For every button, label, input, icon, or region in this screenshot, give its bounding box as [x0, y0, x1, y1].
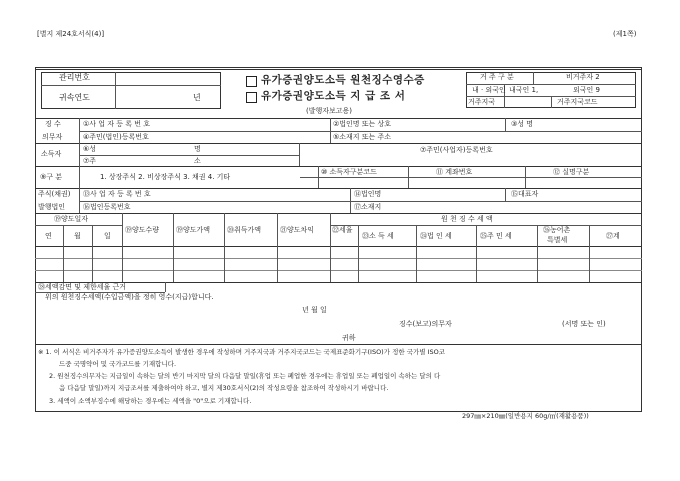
issuer-side-2: 발행법인: [38, 203, 66, 211]
withholding-header: 원 천 징 수 세 액: [441, 215, 493, 223]
exemption-label: ㉘세액감면 및 제한세율 근거: [38, 283, 127, 291]
withholder-side-2: 의무자: [42, 133, 63, 141]
cost-header: ⑳취득가액: [227, 226, 262, 234]
account-no-label: ⑪ 계좌번호: [436, 168, 473, 176]
income-code-label: ⑩ 소득자구분코드: [321, 168, 377, 176]
withholder-corp-name: ②법인명 또는 상호: [333, 120, 392, 128]
transfer-date-header: ⑲양도일자: [54, 215, 89, 223]
issuer-biz-no: ⑬사 업 자 등 록 번 호: [83, 190, 151, 198]
note-3: 3. 세액이 소액부징수에 해당하는 경우에는 세액을 "0"으로 기재합니다.: [49, 397, 252, 405]
form-id: [별지 제24호서식(4)]: [37, 30, 105, 38]
corp-tax-header: ㉔법 인 세: [420, 232, 452, 240]
resident-type-label: 거 주 구 분: [480, 73, 514, 81]
signer-label: 징수(보고)의무자: [399, 320, 452, 328]
issuer-representative: ⑮대표자: [511, 190, 539, 198]
gain-header: ㉑양도차익: [280, 226, 315, 234]
title-line-2: 유가증권양도소득 지 급 조 서: [261, 90, 406, 102]
paper-spec: 297㎜×210㎜(일반용지 60g/㎡(재활용품)): [462, 412, 589, 420]
month-header: 월: [74, 232, 81, 240]
receipt-date: 년 월 일: [302, 306, 327, 314]
rate-header: ㉒세율: [332, 226, 353, 234]
note-2b: 음 다음달 말일)까지 지급조서를 제출하여야 하고, 별지 제30호서식(2)의 작성요령을 참조하여 작성하시기 바랍니다.: [59, 384, 389, 392]
earner-reg-no: ⑦주민(사업자)등록번호: [420, 146, 493, 154]
earner-side: 소득자: [41, 150, 62, 158]
issuer-reg-no: ⑯법인등록번호: [83, 203, 131, 211]
issuer-corp-name: ⑭법인명: [354, 190, 382, 198]
farm-tax-header-2: 특별세: [547, 236, 568, 244]
earner-address-label-2: 소: [194, 157, 201, 165]
title-line-1: 유가증권양도소득 원천징수영수증: [261, 74, 425, 86]
manage-no-label: 관리번호: [59, 73, 90, 82]
earner-address-label: ⑦주: [83, 157, 97, 165]
title-sub: (발행자보고용): [306, 107, 353, 115]
signature-field[interactable]: (서명 또는 인): [562, 320, 606, 328]
issuer-side-1: 주식(채권): [38, 190, 71, 198]
domestic-foreign-label: 내 · 외국인: [472, 86, 506, 94]
year-header: 연: [45, 232, 52, 240]
note-2a: 2. 원천징수의무자는 지급일이 속하는 달의 반기 마지막 달의 다음달 말일(휴업 또는 폐업한 경우에는 휴업일 또는 폐업일이 속하는 달의 다: [49, 372, 441, 380]
category-options: 1. 상장주식 2. 비상장주식 3. 채권 4. 기타: [100, 173, 231, 181]
foreign-option: 외국인 9: [573, 86, 600, 94]
country-code-label: 거주지국코드: [557, 98, 598, 106]
title-checkbox-2[interactable]: [246, 92, 257, 103]
local-tax-header: ㉕주 민 세: [480, 232, 512, 240]
year-label: 귀속연도: [59, 93, 90, 102]
addressee-label: 귀하: [342, 334, 356, 342]
note-1a: ※ 1. 이 서식은 비거주자가 유가증권양도소득이 발생한 경우에 작성하며 거주지국과 거주지국코드는 국제표준화기구(ISO)가 정한 국가별 ISO코: [38, 348, 446, 356]
earner-name-label-2: 명: [194, 145, 201, 153]
year-unit: 년: [193, 93, 201, 102]
withholder-name: ③성 명: [511, 120, 534, 128]
total-header: ㉗계: [606, 232, 620, 240]
receipt-statement: 위의 원천징수세액(수입금액)을 정히 영수(지급)합니다.: [45, 293, 214, 301]
day-header: 일: [104, 232, 111, 240]
withholder-reg-no: ④주민(법인)등록번호: [83, 133, 149, 141]
title-checkbox-1[interactable]: [246, 76, 257, 87]
price-header: ⑲양도가액: [176, 226, 211, 234]
real-name-label: ⑫ 실명구분: [553, 168, 590, 176]
qty-header: ⑲양도수량: [125, 226, 160, 234]
income-tax-header: ㉓소 득 세: [362, 232, 394, 240]
farm-tax-header: ㉖농어촌: [543, 226, 571, 234]
resident-type-value: 비거주자 2: [566, 73, 600, 81]
earner-name-label: ⑥성: [83, 145, 97, 153]
country-label: 거주지국: [468, 98, 496, 106]
note-1b: 드중 국명약어 및 국가코드를 기재합니다.: [59, 360, 177, 368]
page-number: (제1쪽): [613, 30, 637, 38]
withholder-biz-no: ①사 업 자 등 록 번 호: [83, 120, 150, 128]
withholder-side-1: 징 수: [45, 120, 61, 128]
category-label: ⑨구 분: [40, 173, 63, 181]
domestic-option: 내국인 1,: [509, 86, 539, 94]
withholder-address: ⑤소재지 또는 주소: [333, 133, 392, 141]
issuer-location: ⑰소재지: [354, 203, 382, 211]
